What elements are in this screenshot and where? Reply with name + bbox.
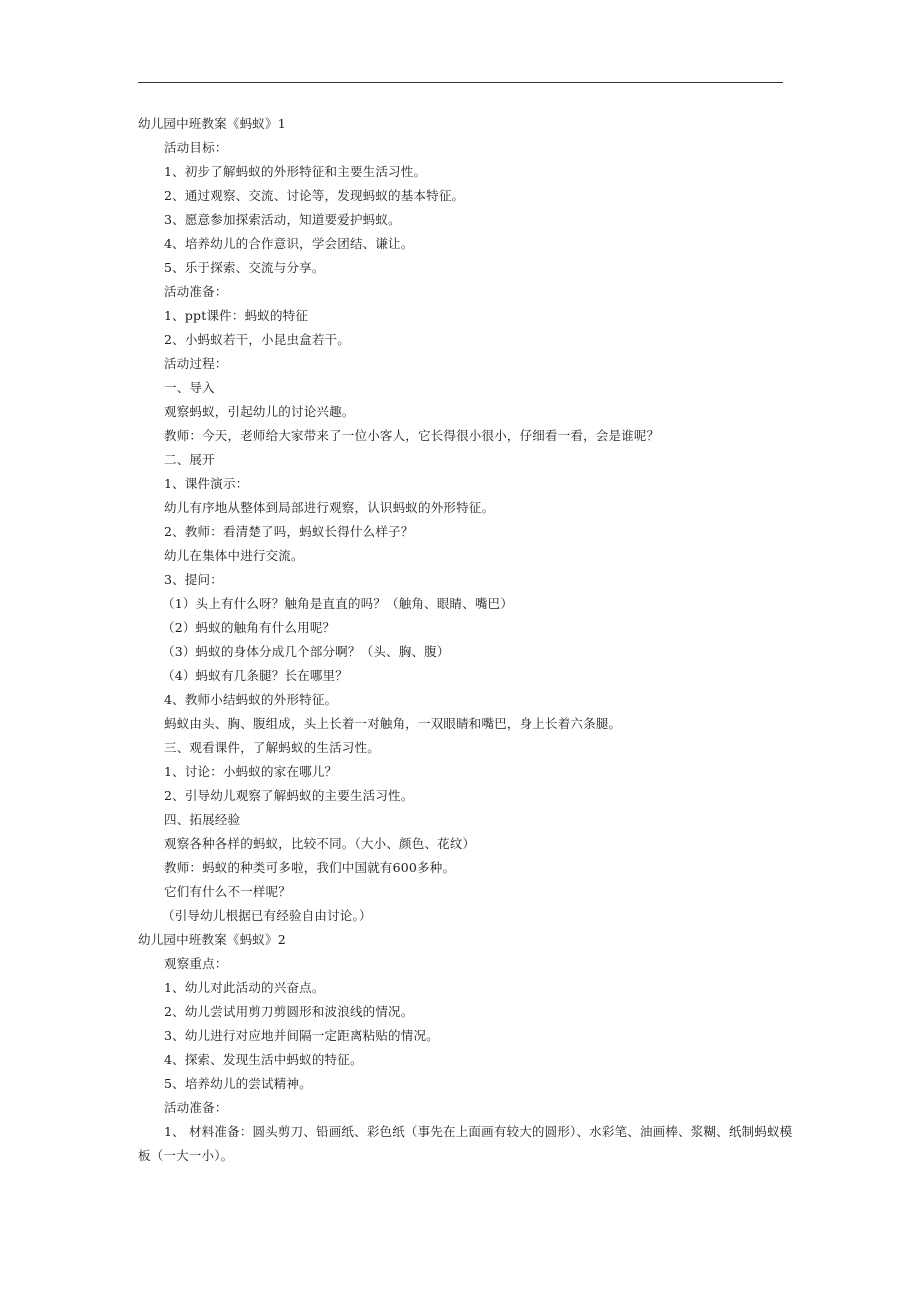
text-line: 观察各种各样的蚂蚁，比较不同。（大小、颜色、花纹） xyxy=(164,836,476,851)
text-line: 活动目标： xyxy=(164,140,228,155)
text-line: 四、拓展经验 xyxy=(164,812,241,827)
text-line: 4、教师小结蚂蚁的外形特征。 xyxy=(164,692,338,707)
text-line: 1、ppt课件：蚂蚁的特征 xyxy=(164,308,309,323)
text-line: 活动准备： xyxy=(164,1100,228,1115)
text-line: 3、提问： xyxy=(164,572,223,587)
text-line: 幼儿有序地从整体到局部进行观察，认识蚂蚁的外形特征。 xyxy=(164,500,495,515)
text-line: 蚂蚁由头、胸、腹组成，头上长着一对触角，一双眼睛和嘴巴，身上长着六条腿。 xyxy=(164,716,622,731)
text-line: 活动准备： xyxy=(164,284,228,299)
text-line: 二、展开 xyxy=(164,452,215,467)
section-title: 幼儿园中班教案《蚂蚁》1 xyxy=(138,116,286,131)
text-line: 2、教师：看清楚了吗，蚂蚁长得什么样子？ xyxy=(164,524,414,539)
header-rule xyxy=(138,82,783,83)
text-line: 三、观看课件，了解蚂蚁的生活习性。 xyxy=(164,740,380,755)
text-line: 观察蚂蚁，引起幼儿的讨论兴趣。 xyxy=(164,404,355,419)
text-line: 1、幼儿对此活动的兴奋点。 xyxy=(164,980,325,995)
text-line: 1、课件演示： xyxy=(164,476,249,491)
text-line: 1、讨论：小蚂蚁的家在哪儿？ xyxy=(164,764,338,779)
text-line: 2、小蚂蚁若干，小昆虫盒若干。 xyxy=(164,332,350,347)
text-line: （4）蚂蚁有几条腿？长在哪里？ xyxy=(162,668,348,683)
text-line: 4、培养幼儿的合作意识，学会团结、谦让。 xyxy=(164,236,414,251)
text-line: （2）蚂蚁的触角有什么用呢？ xyxy=(162,620,336,635)
text-line: 5、乐于探索、交流与分享。 xyxy=(164,260,325,275)
text-line: 2、引导幼儿观察了解蚂蚁的主要生活习性。 xyxy=(164,788,414,803)
text-line: 4、探索、发现生活中蚂蚁的特征。 xyxy=(164,1052,363,1067)
text-line: 教师：蚂蚁的种类可多啦，我们中国就有600多种。 xyxy=(164,860,456,875)
text-line: 1、 材料准备：圆头剪刀、铅画纸、彩色纸（事先在上面画有较大的圆形）、水彩笔、油画棒、浆糊、纸制蚂蚁模 xyxy=(164,1124,793,1139)
text-line: 2、幼儿尝试用剪刀剪圆形和波浪线的情况。 xyxy=(164,1004,414,1019)
text-line: （引导幼儿根据已有经验自由讨论。） xyxy=(162,908,372,923)
text-line: 板（一大一小）。 xyxy=(138,1148,234,1163)
text-line: （1）头上有什么呀？触角是直直的吗？（触角、眼睛、嘴巴） xyxy=(162,596,514,611)
text-line: 活动过程： xyxy=(164,356,228,371)
text-line: 一、导入 xyxy=(164,380,215,395)
text-line: 教师：今天，老师给大家带来了一位小客人，它长得很小很小，仔细看一看，会是谁呢？ xyxy=(164,428,660,443)
text-line: 5、培养幼儿的尝试精神。 xyxy=(164,1076,312,1091)
text-line: 它们有什么不一样呢？ xyxy=(164,884,292,899)
text-line: 3、愿意参加探索活动，知道要爱护蚂蚁。 xyxy=(164,212,401,227)
text-line: 幼儿在集体中进行交流。 xyxy=(164,548,304,563)
text-line: 3、幼儿进行对应地并间隔一定距离粘贴的情况。 xyxy=(164,1028,439,1043)
section-title: 幼儿园中班教案《蚂蚁》2 xyxy=(138,932,286,947)
text-line: 1、初步了解蚂蚁的外形特征和主要生活习性。 xyxy=(164,164,427,179)
text-line: 2、通过观察、交流、讨论等，发现蚂蚁的基本特征。 xyxy=(164,188,465,203)
text-line: 观察重点： xyxy=(164,956,228,971)
document-body xyxy=(138,112,793,1168)
text-line: （3）蚂蚁的身体分成几个部分啊？（头、胸、腹） xyxy=(162,644,450,659)
